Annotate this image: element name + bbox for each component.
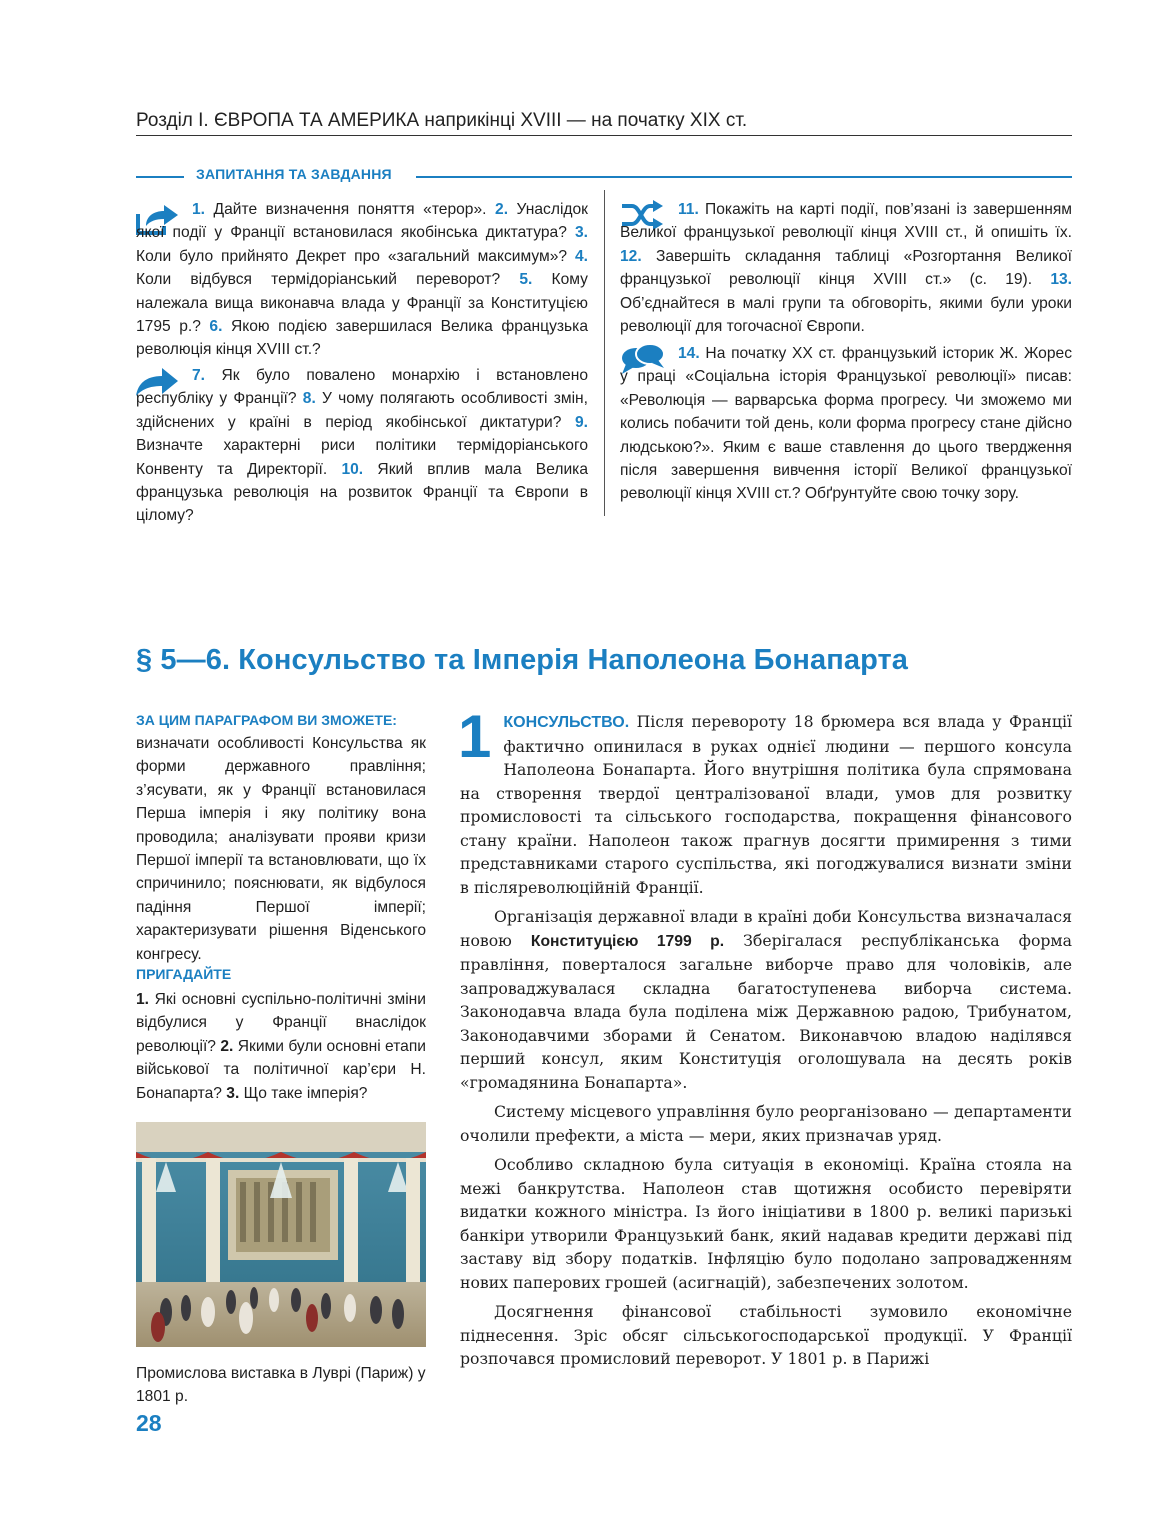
question-number: 9. xyxy=(574,413,588,431)
recall-number: 2. xyxy=(220,1037,234,1055)
question-number: 13. xyxy=(1050,271,1072,289)
key-term: Конституцією 1799 р. xyxy=(530,932,725,950)
goals-heading: ЗА ЦИМ ПАРАГРАФОМ ВИ ЗМОЖЕТЕ: xyxy=(136,712,397,728)
section-number: 1 xyxy=(458,703,492,770)
section-lead: КОНСУЛЬСТВО. xyxy=(503,714,630,731)
questions-heading: ЗАПИТАННЯ ТА ЗАВДАННЯ xyxy=(196,166,392,182)
recall-question: Що таке імперія? xyxy=(239,1084,368,1102)
question-number: 2. xyxy=(495,201,509,218)
question-text: Дайте визначення поняття «терор». xyxy=(205,201,496,218)
question-number: 3. xyxy=(574,224,588,242)
recall-heading: ПРИГАДАЙТЕ xyxy=(136,966,232,982)
question-number: 11. xyxy=(678,201,699,218)
question-number: 7. xyxy=(192,367,206,384)
louvre-exhibition-painting xyxy=(136,1122,426,1347)
column-divider xyxy=(604,190,605,516)
section-rule-right xyxy=(416,176,1072,178)
page-number: 28 xyxy=(136,1410,162,1436)
chapter-title: § 5—6. Консульство та Імперія Наполеона Бонапарта xyxy=(136,644,909,676)
questions-block-3 xyxy=(620,198,1072,338)
paragraph: Особливо складною була ситуація в економіці. Країна стояла на межі банкрутства. Наполеон став щотижня особисто перевіряти видатки кожного міністра. Із його ініціативи в 1800 р. великі паризькі банкіри утворили Французький банк, який надавав кредити державі під заставу від збору податків. Інфляцію було подолано запровадженням нових паперових грошей (асигнацій), забезпечених золотом. xyxy=(460,1155,1072,1292)
question-text: Кому належала вища виконавча влада у Франції за Конституцією 1795 р.? xyxy=(136,271,588,336)
paragraph-text: Організація державної влади в країні доби Консульства визначалася новою xyxy=(460,907,1072,950)
question-text: Коли було прийнято Декрет про «загальний максимум»? xyxy=(136,247,575,265)
recall-number: 3. xyxy=(226,1084,240,1102)
questions-block-1 xyxy=(136,198,588,362)
question-number: 8. xyxy=(302,390,316,408)
paragraph-text: Зберігалася республіканська форма правління, поверталося загальне виборче право для чоловіків, але запроваджувалася складна багатоступенева виборча система. Законодавча влада була поділена між Державною радою, Трибунатом, Законодавчими зборами й Сенатом. Виконавчою владою наділявся перший консул, яким Конституція оголошувала на десять років «громадянина Бонапарта». xyxy=(460,930,1072,1092)
recall-number: 1. xyxy=(136,991,150,1008)
main-text xyxy=(458,703,1072,1377)
recall-question: Якими були основні етапи військової та політичної кар’єри Н. Бонапарта? xyxy=(136,1037,426,1102)
questions-block-4 xyxy=(620,342,1072,506)
question-text: Визначте характерні риси політики термідоріанського Конвенту та Директорії. xyxy=(136,437,588,478)
paragraph xyxy=(458,703,1072,899)
question-number: 1. xyxy=(192,201,206,218)
question-text: У чому полягають особливості змін, здійснених у країні в період якобінської диктатури? xyxy=(136,390,588,431)
recall-question: Які основні суспільно-політичні зміни відбулися у Франції внаслідок революції? xyxy=(136,991,426,1055)
question-text: На початку XX ст. французький історик Ж. Жорес у праці «Соціальна історія Французької революції» писав: «Революція — варварська форма прогресу. Чи зможемо ми колись побачити той день, коли форма прогресу стане дійсно людською?». Яким є ваше ставлення до цього твердження після завершення вивчення історії Великої французької революції кінця XVIII ст.? Обґрунтуйте свою точку зору. xyxy=(620,345,1072,503)
paragraph xyxy=(460,905,1072,1094)
question-number: 6. xyxy=(209,318,223,336)
running-head: Розділ І. ЄВРОПА ТА АМЕРИКА наприкінці XVIII — на початку XIX ст. xyxy=(136,110,748,131)
header-rule xyxy=(136,135,1072,136)
question-number: 4. xyxy=(574,247,588,265)
question-text: Об’єднайтеся в малі групи та обговоріть, якими були уроки революції для тогочасної Європи. xyxy=(620,294,1072,336)
question-text: Коли відбувся термідоріанський переворот? xyxy=(136,271,520,289)
paragraph: Систему місцевого управління було реорганізовано — департаменти очолили префекти, а міста — мери, яких призначав уряд. xyxy=(460,1102,1072,1145)
paragraph: Досягнення фінансової стабільності зумовило економічне піднесення. Зріс обсяг сільськогосподарської продукції. У Франції розпочався промисловий переворот. У 1801 р. в Парижі xyxy=(460,1302,1072,1368)
question-number: 12. xyxy=(620,247,642,265)
question-text: Який вплив мала Велика французька революція на розвиток Франції та Європи в цілому? xyxy=(136,460,588,525)
section-rule-left xyxy=(136,176,184,178)
figure-caption: Промислова виставка в Луврі (Париж) у 1801 р. xyxy=(136,1365,426,1406)
recall-text xyxy=(136,988,426,1105)
question-number: 10. xyxy=(341,460,364,478)
paragraph-text: Після перевороту 18 брюмера вся влада у Франції фактично опинилася в руках однієї людини — першого консула Наполеона Бонапарта. Його внутрішня політика була спрямована на створення твердої централізованої влади, умов для розвитку промисловості та сільського господарства, покращення фінансового стану країни. Наполеон також прагнув досягти примирення з тими представниками старого суспільства, які погоджувалися визнати зміни в післяреволюційній Франції. xyxy=(460,712,1072,897)
question-text: Унаслідок якої події у Франції встановилася якобінська диктатура? xyxy=(136,201,588,242)
question-text: Як було повалено монархію і встановлено республіку у Франції? xyxy=(136,367,588,408)
question-text: Покажіть на карті події, пов’язані із завершенням Великої французької революції кінця XVIII ст., й опишіть їх. xyxy=(620,201,1072,242)
question-number: 5. xyxy=(519,271,533,289)
goals-text: визначати особливості Консульства як форми державного правління; з’ясувати, як у Франції встановилася Перша імперія і яку політику вона проводила; аналізувати прояви кризи Першої імперії та встановлювати, що їх спричинило; пояснювати, як відбулося падіння Першої імперії; характеризувати рішення Віденського конгресу. xyxy=(136,735,426,963)
question-number: 14. xyxy=(678,345,700,362)
question-text: Завершіть складання таблиці «Розгортання Великої французької революції кінця XVIII ст.» (с. 19). xyxy=(620,247,1072,289)
question-text: Якою подією завершилася Велика французька революція кінця XVIII ст.? xyxy=(136,318,588,359)
questions-block-2 xyxy=(136,364,588,528)
